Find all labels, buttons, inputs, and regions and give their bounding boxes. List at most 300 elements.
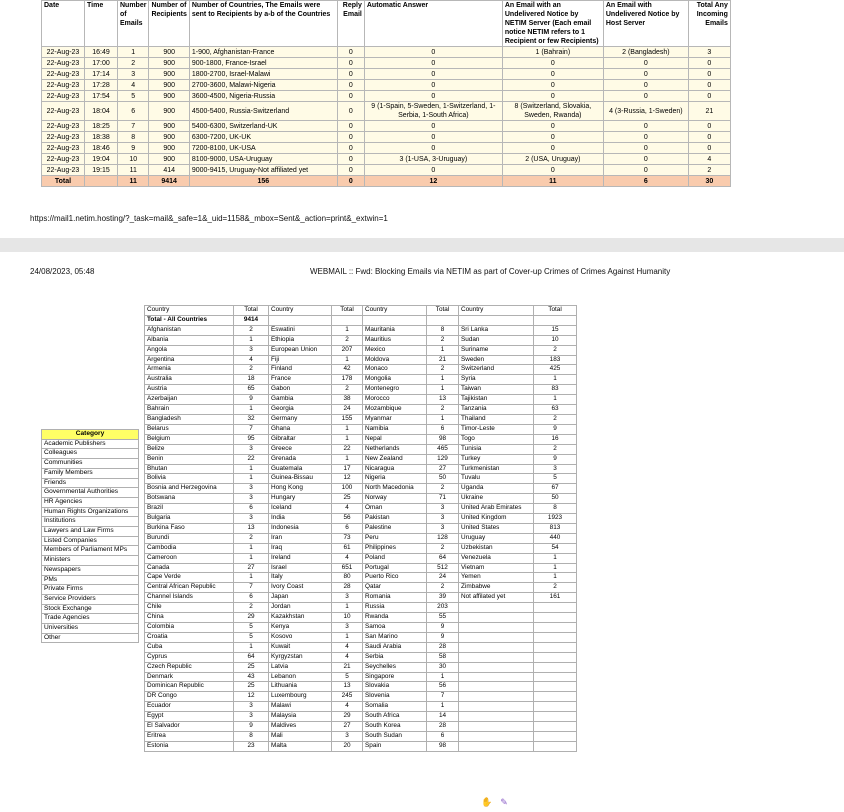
category-row [42,527,139,537]
country-total: 425 [534,365,577,375]
country-name: Netherlands [363,444,427,454]
country-total: 1 [332,632,363,642]
country-total: 512 [427,563,459,573]
column-header: Number of Recipients [149,1,189,47]
country-total: 14 [427,712,459,722]
table-cell: 22-Aug-23 [42,165,85,176]
country-total: 1 [427,375,459,385]
country-total: 2 [427,583,459,593]
country-total: 1 [234,474,269,484]
country-name: Uzbekistan [459,543,534,553]
country-total: 13 [427,395,459,405]
country-total: 24 [332,405,363,415]
country-row [145,434,577,444]
country-total: 1 [234,335,269,345]
table-cell: 22-Aug-23 [42,102,85,121]
table-cell: 22-Aug-23 [42,91,85,102]
category-item: Friends [42,478,139,488]
table-cell: 0 [337,58,364,69]
country-total: 2 [332,335,363,345]
country-name: Peru [363,533,427,543]
country-total: 64 [234,652,269,662]
country-name: Qatar [363,583,427,593]
country-total: 64 [427,553,459,563]
country-total: 4 [332,642,363,652]
country-name: Channel Islands [145,593,234,603]
category-header: Category [42,430,139,440]
country-name: Morocco [363,395,427,405]
country-total: 1 [332,434,363,444]
country-name: Iran [269,533,332,543]
table-cell: 0 [337,132,364,143]
table-cell: 18:46 [85,143,118,154]
country-name: Denmark [145,672,234,682]
country-total: 207 [332,345,363,355]
table-cell: 22-Aug-23 [42,132,85,143]
country-total: 4 [332,504,363,514]
print-title: WEBMAIL :: Fwd: Blocking Emails via NETIM as part of Cover-up Crimes of Crimes Against Humanity [310,267,671,276]
table-row [42,47,731,58]
country-total: 1 [427,414,459,424]
table-cell: 0 [364,47,502,58]
table-cell: 0 [688,121,730,132]
country-name: Russia [363,603,427,613]
country-total: 2 [427,365,459,375]
country-name: Indonesia [269,523,332,533]
country-name: Mauritania [363,325,427,335]
table-cell: 21 [688,102,730,121]
country-name: Fiji [269,355,332,365]
country-name: Nigeria [363,474,427,484]
column-header: Total [332,306,363,316]
category-item: Members of Parliament MPs [42,546,139,556]
country-name: Eritrea [145,731,234,741]
table-cell: 17:28 [85,80,118,91]
category-item: Colleagues [42,449,139,459]
country-total: 4 [332,553,363,563]
country-name: Estonia [145,741,234,751]
total-cell: 9414 [149,176,189,187]
table-cell: 10 [118,154,149,165]
country-row [145,731,577,741]
country-name: Tunisia [459,444,534,454]
country-total: 24 [427,573,459,583]
table-cell: 0 [603,154,688,165]
country-name: Bosnia and Herzegovina [145,484,234,494]
country-row [145,414,577,424]
country-total: 21 [427,355,459,365]
table-cell: 22-Aug-23 [42,154,85,165]
country-total: 203 [427,603,459,613]
country-total: 440 [534,533,577,543]
country-row [145,652,577,662]
table-cell: 2700-3600, Malawi-Nigeria [189,80,337,91]
total-row [42,176,731,187]
country-name: Tanzania [459,405,534,415]
table-cell: 0 [337,165,364,176]
country-row [145,405,577,415]
column-header: An Email with an Undelivered Notice by NETIM Server (Each email notice NETIM refers to 1 Recipient or few Recipients) [502,1,603,47]
table-cell: 1 [118,47,149,58]
country-total [534,692,577,702]
country-name: Kyrgyzstan [269,652,332,662]
country-name [459,672,534,682]
country-name: Samoa [363,623,427,633]
table-cell: 0 [502,69,603,80]
country-row [145,454,577,464]
table-cell: 18:04 [85,102,118,121]
country-total: 3 [332,593,363,603]
table-cell: 17:14 [85,69,118,80]
country-total: 1 [234,642,269,652]
country-name: Palestine [363,523,427,533]
category-item: Lawyers and Law Firms [42,527,139,537]
country-name: Slovenia [363,692,427,702]
category-row [42,478,139,488]
country-name: Seychelles [363,662,427,672]
country-total: 6 [234,504,269,514]
country-name: Uruguay [459,533,534,543]
country-name: South Africa [363,712,427,722]
country-name: Spain [363,741,427,751]
country-name: Albania [145,335,234,345]
country-name: Guinea-Bissau [269,474,332,484]
country-name: Belarus [145,424,234,434]
country-name: Vietnam [459,563,534,573]
country-name: Moldova [363,355,427,365]
country-total: 8 [234,731,269,741]
country-total: 25 [332,494,363,504]
column-header: Automatic Answer [364,1,502,47]
table-cell: 0 [603,165,688,176]
country-row [145,504,577,514]
hand-select-icon[interactable]: ✋ [481,796,493,807]
table-cell: 0 [603,91,688,102]
table-cell: 900 [149,121,189,132]
country-name: Greece [269,444,332,454]
column-header: Date [42,1,85,47]
country-name [459,603,534,613]
country-total: 465 [427,444,459,454]
table-cell: 4 [688,154,730,165]
table-cell: 16:49 [85,47,118,58]
pen-icon[interactable]: ✎ [500,796,508,807]
table-cell: 8100-9000, USA-Uruguay [189,154,337,165]
table-cell: 2 [688,165,730,176]
country-total: 1 [332,424,363,434]
table-cell: 19:04 [85,154,118,165]
country-row [145,464,577,474]
country-name: Ghana [269,424,332,434]
empty-cell [332,315,363,325]
table-cell: 2 [118,58,149,69]
category-item: Human Rights Organizations [42,507,139,517]
country-name: Colombia [145,623,234,633]
country-total: 4 [332,702,363,712]
country-name: Cambodia [145,543,234,553]
table-cell: 6300-7200, UK-UK [189,132,337,143]
country-total: 161 [534,593,577,603]
country-total: 2 [534,414,577,424]
all-countries-total: 9414 [234,315,269,325]
category-row [42,449,139,459]
country-total [534,652,577,662]
category-row [42,468,139,478]
country-total: 30 [427,662,459,672]
category-item: HR Agencies [42,497,139,507]
country-total: 22 [332,444,363,454]
country-total [534,741,577,751]
category-row [42,604,139,614]
table-cell: 22-Aug-23 [42,143,85,154]
table-cell: 0 [603,58,688,69]
country-name: Sweden [459,355,534,365]
country-name: Cuba [145,642,234,652]
table-cell: 8 [118,132,149,143]
country-name: Nicaragua [363,464,427,474]
country-name: Czech Republic [145,662,234,672]
country-total: 8 [427,325,459,335]
table-cell: 2 (Bangladesh) [603,47,688,58]
table-row [42,143,731,154]
country-name [459,642,534,652]
sent-table-header-row [42,1,731,47]
table-cell: 22-Aug-23 [42,58,85,69]
table-cell: 22-Aug-23 [42,69,85,80]
table-cell: 0 [364,143,502,154]
country-name: Lebanon [269,672,332,682]
empty-cell [269,315,332,325]
country-total: 9 [234,722,269,732]
country-name: Belize [145,444,234,454]
table-cell: 17:00 [85,58,118,69]
category-row [42,624,139,634]
country-name: European Union [269,345,332,355]
country-row [145,692,577,702]
country-total [534,632,577,642]
country-name: Suriname [459,345,534,355]
column-header: Country [363,306,427,316]
column-header: Total [234,306,269,316]
country-total: 7 [427,692,459,702]
country-total: 3 [534,464,577,474]
country-total: 27 [332,722,363,732]
country-name: Bahrain [145,405,234,415]
country-total: 5 [332,672,363,682]
country-total: 3 [234,712,269,722]
table-cell: 7200-8100, UK-USA [189,143,337,154]
table-cell: 0 [502,80,603,91]
country-name: South Korea [363,722,427,732]
country-total: 63 [534,405,577,415]
country-name: Benin [145,454,234,464]
table-cell: 0 [337,143,364,154]
empty-cell [459,315,534,325]
column-header: Reply Email [337,1,364,47]
country-row [145,741,577,751]
table-cell: 0 [603,69,688,80]
column-header: Total [427,306,459,316]
country-total: 9 [534,454,577,464]
country-total: 1 [534,395,577,405]
country-name: Turkey [459,454,534,464]
category-row [42,536,139,546]
table-cell: 18:38 [85,132,118,143]
table-cell: 22-Aug-23 [42,80,85,91]
country-row [145,355,577,365]
country-name: Gibraltar [269,434,332,444]
country-total [534,603,577,613]
country-total: 95 [234,434,269,444]
country-total: 1 [332,355,363,365]
country-name: Israel [269,563,332,573]
country-name: Namibia [363,424,427,434]
column-header: Country [269,306,332,316]
country-name: Kosovo [269,632,332,642]
country-row [145,375,577,385]
category-row [42,585,139,595]
category-item: Family Members [42,468,139,478]
table-cell: 5 [118,91,149,102]
country-row [145,712,577,722]
country-name: Ecuador [145,702,234,712]
table-cell: 0 [688,58,730,69]
country-name: Somalia [363,702,427,712]
country-total: 6 [332,523,363,533]
table-cell: 22-Aug-23 [42,47,85,58]
country-name: Cyprus [145,652,234,662]
country-name: Jordan [269,603,332,613]
country-row [145,553,577,563]
country-name: China [145,613,234,623]
country-total: 100 [332,484,363,494]
country-name: Serbia [363,652,427,662]
country-total: 16 [534,434,577,444]
country-name: Nepal [363,434,427,444]
country-name: Tuvalu [459,474,534,484]
category-item: Other [42,633,139,643]
country-total: 7 [234,583,269,593]
country-name [459,652,534,662]
table-cell: 0 [502,132,603,143]
column-header: Number of Countries, The Emails were sent to Recipients by a-b of the Countries [189,1,337,47]
country-total: 20 [332,741,363,751]
all-countries-label: Total - All Countries [145,315,234,325]
country-total: 9 [534,424,577,434]
country-name: Grenada [269,454,332,464]
country-name: Brazil [145,504,234,514]
country-total: 2 [234,325,269,335]
country-name: France [269,375,332,385]
country-total: 1 [427,385,459,395]
country-row [145,563,577,573]
country-total: 5 [234,623,269,633]
country-name: Central African Republic [145,583,234,593]
country-total: 13 [332,682,363,692]
country-row [145,702,577,712]
country-total: 42 [332,365,363,375]
country-total: 67 [534,484,577,494]
country-total: 58 [427,652,459,662]
country-name: Turkmenistan [459,464,534,474]
sent-emails-table [41,0,731,187]
table-cell: 11 [118,165,149,176]
country-total: 27 [234,563,269,573]
country-name: Togo [459,434,534,444]
country-name: Mongolia [363,375,427,385]
country-total: 2 [234,603,269,613]
table-cell: 0 [603,121,688,132]
country-total: 61 [332,543,363,553]
table-cell: 0 [688,132,730,143]
total-cell: 0 [337,176,364,187]
table-cell: 0 [603,80,688,91]
country-header-row [145,306,577,316]
country-name: Austria [145,385,234,395]
country-total: 5 [534,474,577,484]
country-total: 1 [234,553,269,563]
country-name: Rwanda [363,613,427,623]
category-row [42,556,139,566]
country-total: 3 [234,514,269,524]
country-total: 55 [427,613,459,623]
column-header: Time [85,1,118,47]
country-row [145,385,577,395]
country-row [145,365,577,375]
table-cell: 0 [502,91,603,102]
country-total: 8 [534,504,577,514]
category-item: Communities [42,459,139,469]
table-cell: 9 (1-Spain, 5-Sweden, 1-Switzerland, 1-Serbia, 1-South Africa) [364,102,502,121]
country-total: 9 [234,395,269,405]
country-total: 65 [234,385,269,395]
column-header: Total [534,306,577,316]
country-name: Azerbaijan [145,395,234,405]
total-cell: 156 [189,176,337,187]
country-name: Mexico [363,345,427,355]
country-total: 27 [427,464,459,474]
country-name: Norway [363,494,427,504]
country-total [534,712,577,722]
total-cell: 11 [118,176,149,187]
country-total: 15 [534,325,577,335]
country-name: Iceland [269,504,332,514]
table-row [42,58,731,69]
country-total: 2 [427,335,459,345]
country-total: 6 [427,731,459,741]
country-name: Gabon [269,385,332,395]
table-cell: 19:15 [85,165,118,176]
country-row [145,325,577,335]
country-total: 1 [234,573,269,583]
table-cell: 4 [118,80,149,91]
country-total: 4 [332,652,363,662]
country-total: 3 [332,731,363,741]
country-total: 13 [234,523,269,533]
country-total: 12 [234,692,269,702]
table-cell: 900 [149,132,189,143]
table-cell: 3 [688,47,730,58]
country-name [459,613,534,623]
country-name: Uganda [459,484,534,494]
country-total: 71 [427,494,459,504]
category-header-row [42,430,139,440]
country-row [145,533,577,543]
country-total: 129 [427,454,459,464]
country-name: Burundi [145,533,234,543]
column-header: Country [459,306,534,316]
table-cell: 3600-4500, Nigeria-Russia [189,91,337,102]
